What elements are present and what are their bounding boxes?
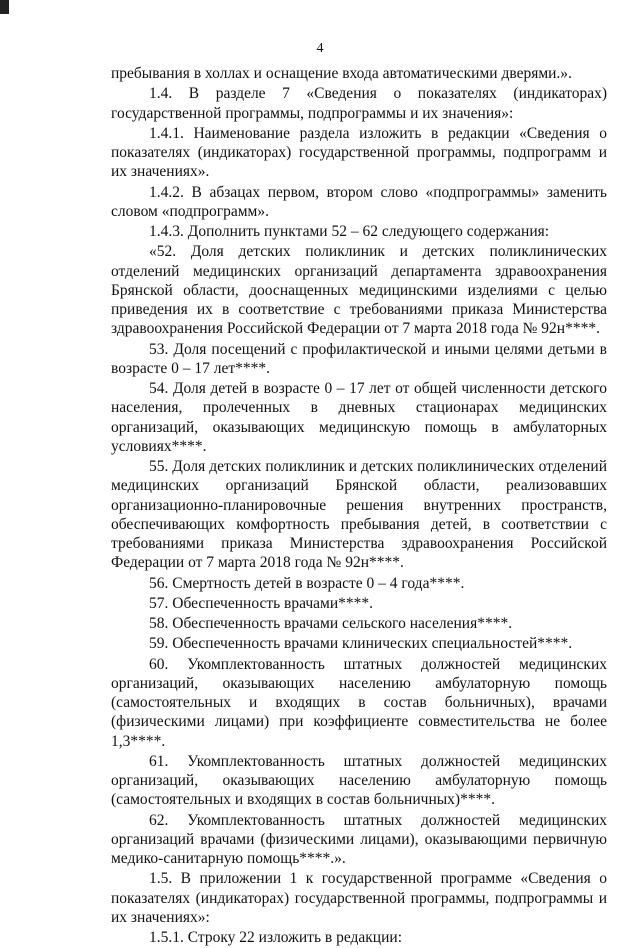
paragraph-1-4-2: 1.4.2. В абзацах первом, втором слово «подпрограммы» заменить словом «подпрограмм». xyxy=(111,183,607,220)
paragraph-1-5-1: 1.5.1. Строку 22 изложить в редакции: xyxy=(149,929,403,946)
item-61: 61. Укомплектованность штатных должностей медицинских организаций, оказывающих населению амбулаторную помощь (самостоятельных и входящих в состав больничных)****. xyxy=(111,752,607,809)
scan-corner-mark xyxy=(0,0,9,14)
page-number: 4 xyxy=(316,41,324,56)
item-60: 60. Укомплектованность штатных должностей медицинских организаций, оказывающих населению амбулаторную помощь (самостоятельных и входящих в состав больничных), врачами (физическими лицами) при коэффициенте совместительства не более 1,3****. xyxy=(111,655,607,750)
item-55: 55. Доля детских поликлиник и детских поликлинических отделений медицинских организаций Брянской области, реализовавших организационно-планировочные решения внутренних пространств, обеспечивающих комфортность пребывания детей, в соответствии с требованиями приказа Министерства здравоохранения Российской Федерации от 7 марта 2018 года № 92н****. xyxy=(111,458,607,572)
paragraph-continuation: пребывания в холлах и оснащение входа автоматическими дверями.». xyxy=(111,65,572,82)
document-body xyxy=(111,64,607,948)
paragraph-1-4-1: 1.4.1. Наименование раздела изложить в редакции «Сведения о показателях (индикаторах) государственной программы, подпрограмм и их значениях». xyxy=(111,124,607,181)
item-53: 53. Доля посещений с профилактической и иными целями детьми в возрасте 0 – 17 лет****. xyxy=(111,340,607,377)
paragraph-1-5: 1.5. В приложении 1 к государственной программе «Сведения о показателях (индикаторах) государственной программы, подпрограммы и их значениях»: xyxy=(111,870,607,926)
item-62: 62. Укомплектованность штатных должностей медицинских организаций врачами (физическими лицами), оказывающими первичную медико-санитарную помощь****.». xyxy=(111,811,607,867)
paragraph-1-4-3: 1.4.3. Дополнить пунктами 52 – 62 следующего содержания: xyxy=(149,223,550,240)
item-58: 58. Обеспеченность врачами сельского населения****. xyxy=(149,615,513,632)
item-56: 56. Смертность детей в возрасте 0 – 4 года****. xyxy=(149,574,465,592)
item-57: 57. Обеспеченность врачами****. xyxy=(149,594,374,612)
item-52: «52. Доля детских поликлиник и детских поликлинических отделений медицинских организаций департамента здравоохранения Брянской области, дооснащенных медицинскими изделиями с целью приведения их в соответствие с требованиями приказа Министерства здравоохранения Российской Федерации от 7 марта 2018 года № 92н****. xyxy=(111,243,607,338)
paragraph-1-4: 1.4. В разделе 7 «Сведения о показателях (индикаторах) государственной программы, подпрограммы и их значения»: xyxy=(111,85,607,122)
item-54: 54. Доля детей в возрасте 0 – 17 лет от общей численности детского населения, пролеченных в дневных стационарах медицинских организаций, оказывающих медицинскую помощь в амбулаторных условиях****. xyxy=(111,380,607,455)
item-59: 59. Обеспеченность врачами клинических специальностей****. xyxy=(149,635,573,653)
